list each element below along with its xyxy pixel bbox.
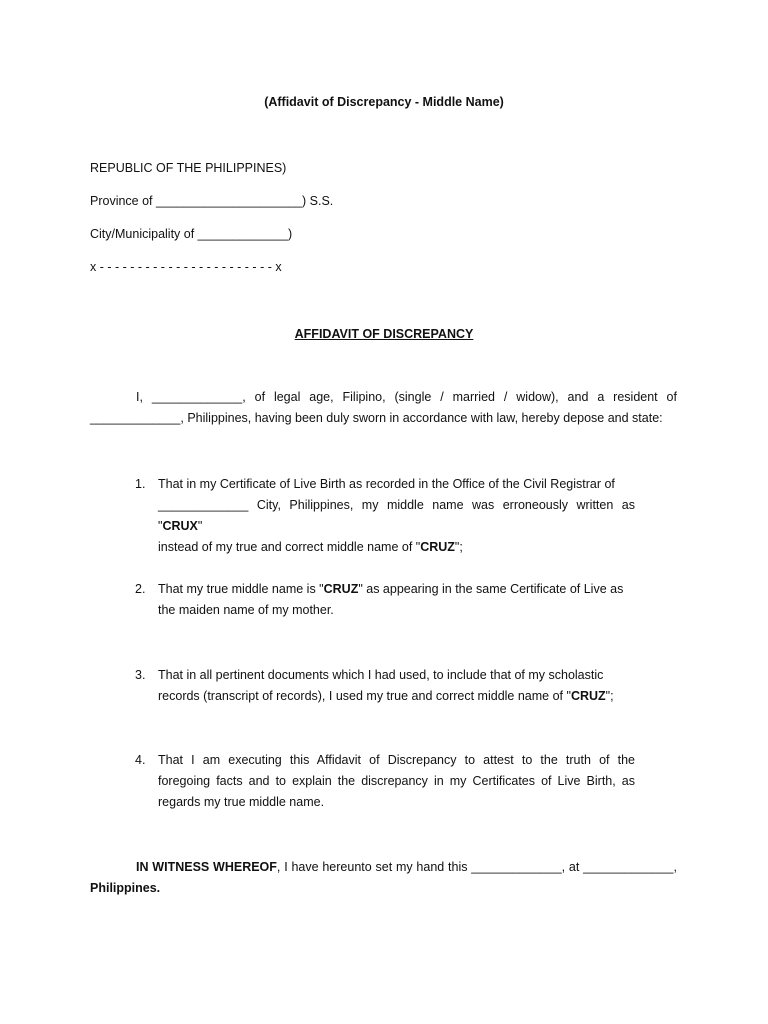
witness-line-1: IN WITNESS WHEREOF, I have hereunto set my hand this _____________, at _____________, <box>136 860 677 874</box>
item-number: 4. <box>135 753 146 767</box>
witness-line-2: Philippines. <box>90 881 161 895</box>
item-text: That in my Certificate of Live Birth as recorded in the Office of the Civil Registrar of _____________ City, Philippines, my middle name was erroneously written as "CRUX" instead of my true and correct middle name of "CRUZ"; <box>158 477 635 554</box>
venue-republic: REPUBLIC OF THE PHILIPPINES) <box>90 161 287 175</box>
venue-province: Province of _____________________) S.S. <box>90 194 334 208</box>
item-text: That I am executing this Affidavit of Discrepancy to attest to the truth of the foregoing facts and to explain the discrepancy in my Certificates of Live Birth, as regards my true middle name. <box>158 753 635 809</box>
document-title: (Affidavit of Discrepancy - Middle Name) <box>264 95 504 109</box>
venue-divider: x - - - - - - - - - - - - - - - - - - - - - - - x <box>90 260 282 274</box>
affidavit-heading: AFFIDAVIT OF DISCREPANCY <box>294 327 474 341</box>
item-number: 2. <box>135 582 146 596</box>
venue-city: City/Municipality of _____________) <box>90 227 293 241</box>
item-number: 3. <box>135 668 146 682</box>
item-text: That in all pertinent documents which I had used, to include that of my scholastic records (transcript of records), I used my true and correct middle name of "CRUZ"; <box>158 668 614 703</box>
item-number: 1. <box>135 477 146 491</box>
intro-line-2: _____________, Philippines, having been duly sworn in accordance with law, hereby depose and state: <box>90 411 663 425</box>
item-text: That my true middle name is "CRUZ" as appearing in the same Certificate of Live as the maiden name of my mother. <box>158 582 624 617</box>
intro-line-1: I, _____________, of legal age, Filipino, (single / married / widow), and a resident of <box>136 390 677 404</box>
